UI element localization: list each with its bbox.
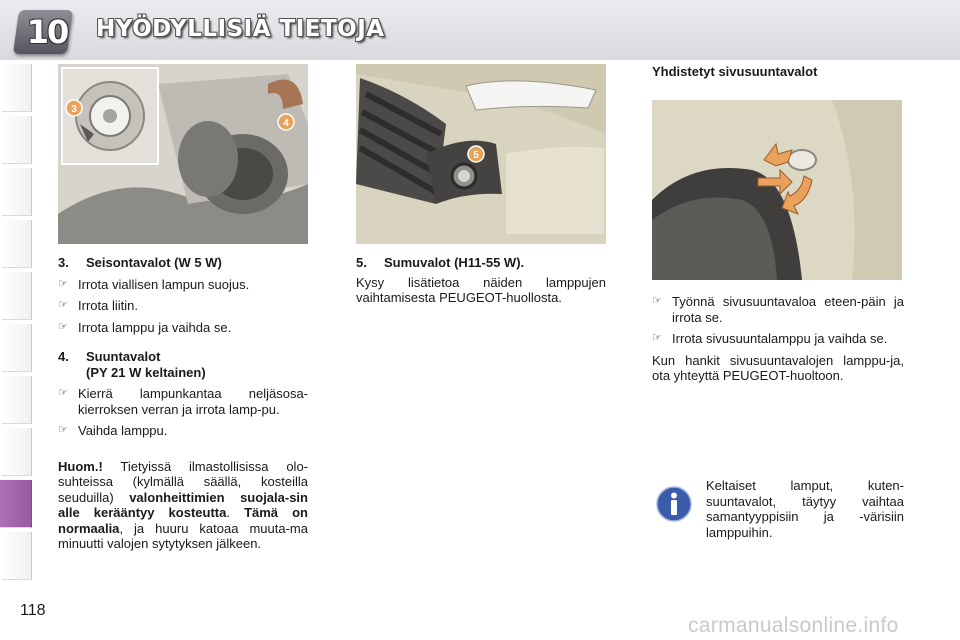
section-4-title: 4. Suuntavalot (PY 21 W keltainen) bbox=[58, 349, 206, 380]
side-indicator-illustration bbox=[652, 100, 902, 280]
side-tab-10[interactable] bbox=[2, 532, 32, 580]
page-number: 118 bbox=[20, 602, 46, 619]
pointing-hand-icon: ☞ bbox=[58, 299, 68, 311]
front-bumper-illustration bbox=[356, 64, 606, 244]
list-item: ☞ Irrota lamppu ja vaihda se. bbox=[58, 319, 232, 335]
chapter-number: 10 bbox=[26, 13, 68, 51]
side-tab-10-active[interactable] bbox=[0, 480, 32, 528]
column-middle bbox=[356, 255, 606, 306]
pointing-hand-icon: ☞ bbox=[58, 424, 68, 436]
note-paragraph: Huom.! Tietyissä ilmastollisissa olo-suhteissa (kylmällä säällä, kosteilla seuduilla) valonheittimien suojala-sin alle kerääntyy kosteutta. Tämä on normaalia, ja huuru katoaa muuta-ma minuutti valojen sytytyksen jälkeen. bbox=[58, 458, 308, 551]
list-item: ☞ Kierrä lampunkantaa neljäsosa-kierroksen verran ja irrota lamp-pu. bbox=[58, 386, 308, 417]
pointing-hand-icon: ☞ bbox=[58, 320, 68, 333]
headlamp-rear-illustration bbox=[58, 64, 308, 244]
side-indicator-text: Kun hankit sivusuuntavalojen lamppu-ja, ota yhteyttä PEUGEOT-huoltoon. bbox=[652, 352, 904, 383]
side-tab-7[interactable] bbox=[2, 376, 32, 424]
list-item: ☞ Irrota sivusuuntalamppu ja vaihda se. bbox=[652, 331, 888, 346]
callout-4: 4 bbox=[283, 118, 289, 129]
watermark: carmanualsonline.info bbox=[688, 614, 899, 637]
pointing-hand-icon: ☞ bbox=[652, 295, 662, 307]
side-tab-4[interactable] bbox=[2, 220, 32, 268]
callout-3: 3 bbox=[71, 104, 77, 115]
pointing-hand-icon: ☞ bbox=[58, 277, 68, 290]
list-item: ☞ Vaihda lamppu. bbox=[58, 423, 168, 438]
side-tab-5[interactable] bbox=[2, 272, 32, 320]
side-tab-3[interactable] bbox=[2, 168, 32, 216]
list-item: ☞ Työnnä sivusuuntavaloa eteen-päin ja irrota se. bbox=[652, 294, 904, 325]
list-item: ☞ Irrota liitin. bbox=[58, 298, 138, 313]
side-tab-6[interactable] bbox=[2, 324, 32, 372]
list-item: ☞ Irrota viallisen lampun suojus. bbox=[58, 276, 250, 292]
page-title: HYÖDYLLISIÄ TIETOJA bbox=[96, 16, 385, 42]
column-left bbox=[58, 255, 308, 552]
side-tab-2[interactable] bbox=[2, 116, 32, 164]
side-tab-8[interactable] bbox=[2, 428, 32, 476]
section-3-title: 3. Seisontavalot (W 5 W) bbox=[58, 255, 222, 270]
section-5-title: 5. Sumuvalot (H11-55 W). bbox=[356, 255, 525, 270]
callout-5: 5 bbox=[473, 150, 479, 161]
pointing-hand-icon: ☞ bbox=[652, 332, 662, 344]
pointing-hand-icon: ☞ bbox=[58, 387, 68, 399]
side-tab-strip bbox=[0, 64, 34, 576]
info-icon bbox=[656, 486, 692, 522]
column-right bbox=[652, 288, 904, 384]
side-indicator-heading: Yhdistetyt sivusuuntavalot bbox=[652, 64, 818, 79]
info-text: Keltaiset lamput, kuten-suuntavalot, täytyy vaihtaa samantyyppisiin ja -värisiin lamppuihin. bbox=[706, 478, 904, 540]
section-5-text: Kysy lisätietoa näiden lamppujen vaihtamisesta PEUGEOT-huollosta. bbox=[356, 274, 606, 305]
side-tab-1[interactable] bbox=[2, 64, 32, 112]
